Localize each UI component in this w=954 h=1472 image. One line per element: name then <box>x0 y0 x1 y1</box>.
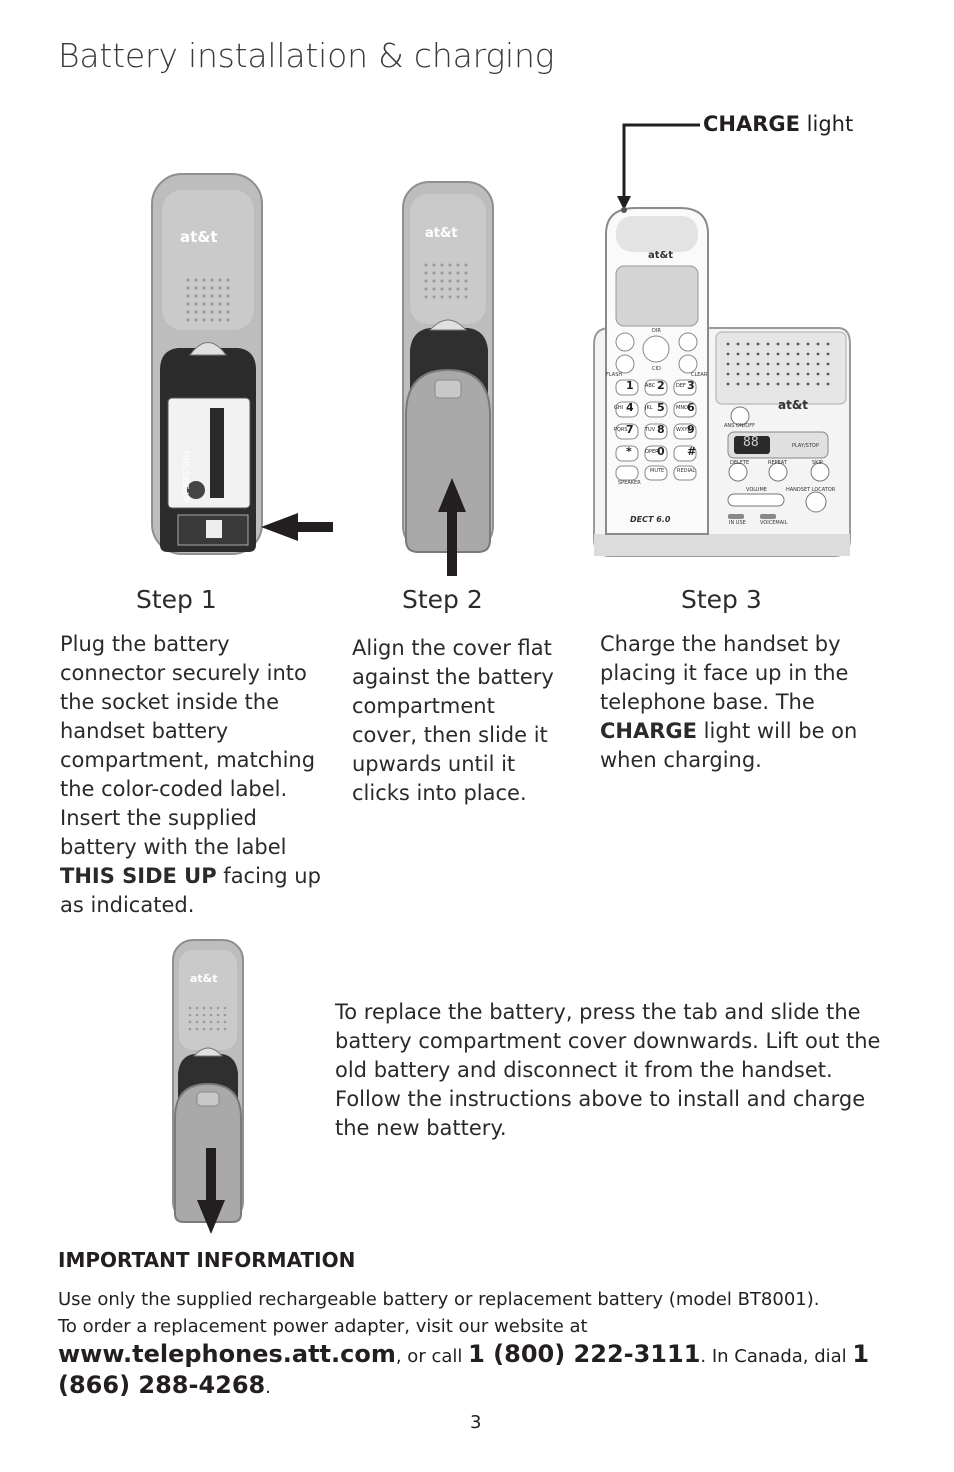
label-ans-onoff: ANS ON/OFF <box>724 423 755 429</box>
important-text <box>58 1285 918 1402</box>
keypad-letters-2: ABC <box>645 383 656 389</box>
charge-callout-bold: CHARGE <box>703 112 800 136</box>
handset-cover-slide-down-illustration <box>170 938 270 1238</box>
phone-us: 1 (800) 222-3111 <box>468 1340 701 1368</box>
phone-canada: 1 (866) 288-4268 <box>58 1340 870 1399</box>
base-brand-logo: at&t <box>778 398 809 412</box>
important-line-1: Use only the supplied rechargeable battery or replacement battery (model BT8001). <box>58 1289 820 1310</box>
canada-text: . In Canada, dial <box>700 1346 853 1367</box>
handset3-brand-logo: at&t <box>648 250 674 261</box>
step-3-text-bold: CHARGE <box>600 719 697 743</box>
keypad-key-star: * <box>626 445 632 458</box>
label-voicemail: VOICEMAIL <box>760 520 788 526</box>
replace-battery-text: To replace the battery, press the tab and slide the battery compartment cover downwards. Lift out the old battery and disconnect it from the handset. Follow the instructions above to install and charge the new battery. <box>335 1000 881 1140</box>
label-delete: DELETE <box>730 460 750 466</box>
step-1-heading: Step 1 <box>136 585 217 614</box>
keypad-key-2: 2 <box>657 379 665 392</box>
keypad-key-3: 3 <box>687 379 695 392</box>
keypad-key-9: 9 <box>687 423 695 436</box>
important-line-2: To order a replacement power adapter, visit our website at <box>58 1316 588 1337</box>
label-skip: SKIP <box>812 460 823 466</box>
step-1-text-a: Plug the battery connector securely into the socket inside the handset battery compartment, matching the color-coded label. Insert the supplied battery with the label <box>60 632 316 859</box>
step-2-text: Align the cover flat against the battery compartment cover, then slide it upwards until it clicks into place. <box>352 636 554 805</box>
keypad-key-0: 0 <box>657 445 665 458</box>
step-1-text <box>60 630 322 920</box>
base-display-digits: 88 <box>743 435 759 450</box>
keypad-letters-3: DEF <box>676 383 686 389</box>
step-3-text-a: Charge the handset by placing it face up in the telephone base. The <box>600 632 849 714</box>
label-clear: CLEAR <box>691 372 708 378</box>
keypad-letters-9: WXYZ <box>676 427 691 433</box>
handset-brand-logo: at&t <box>180 228 218 246</box>
step-3-text <box>600 630 862 775</box>
label-flash: FLASH <box>606 372 623 378</box>
charge-callout-rest: light <box>800 112 854 136</box>
keypad-letters-5: JKL <box>645 405 653 411</box>
page-number: 3 <box>470 1412 482 1433</box>
step-1-text-b: facing up as indicated. <box>60 864 321 917</box>
keypad-letters-0: OPER <box>645 449 659 455</box>
battery-label-text: THIS SIDE UP <box>181 450 190 503</box>
label-dir: DIR <box>652 328 661 334</box>
handset-cover-slide-up-illustration <box>400 180 520 600</box>
label-play-stop: PLAY/STOP <box>792 443 819 449</box>
important-heading: IMPORTANT INFORMATION <box>58 1248 356 1272</box>
label-speaker: SPEAKER <box>618 480 641 486</box>
website-link[interactable]: www.telephones.att.com <box>58 1340 396 1368</box>
step-3-heading: Step 3 <box>681 585 762 614</box>
keypad-key-hash: # <box>687 445 697 458</box>
handset2-brand-logo: at&t <box>425 226 458 241</box>
keypad-letters-4: GHI <box>614 405 624 411</box>
page-title: Battery installation & charging <box>58 36 555 75</box>
or-call-text: , or call <box>395 1346 469 1367</box>
keypad-key-5: 5 <box>657 401 665 414</box>
important-contact <box>58 1340 918 1402</box>
label-repeat: REPEAT <box>768 460 787 466</box>
keypad-key-1: 1 <box>626 379 634 392</box>
label-in-use: IN USE <box>729 520 746 526</box>
label-redial: REDIAL <box>677 468 696 474</box>
step-2-heading: Step 2 <box>402 585 483 614</box>
label-handset-locator: HANDSET LOCATOR <box>786 487 836 493</box>
label-volume: VOLUME <box>746 487 767 493</box>
keypad-key-4: 4 <box>626 401 634 414</box>
handset-back-open-illustration <box>148 170 348 570</box>
step-1-text-bold: THIS SIDE UP <box>60 864 217 888</box>
dect-label: DECT 6.0 <box>630 515 671 524</box>
end-period: . <box>265 1377 271 1398</box>
keypad-letters-6: MNO <box>676 405 688 411</box>
handset4-brand-logo: at&t <box>190 972 218 985</box>
label-cid: CID <box>652 366 661 372</box>
keypad-letters-8: TUV <box>645 427 656 433</box>
keypad-key-6: 6 <box>687 401 695 414</box>
step-3-text-b: light will be on when charging. <box>600 719 858 772</box>
keypad-key-8: 8 <box>657 423 665 436</box>
keypad-key-7: 7 <box>626 423 634 436</box>
keypad-letters-7: PQRS <box>614 427 628 433</box>
label-mute: MUTE <box>650 468 665 474</box>
